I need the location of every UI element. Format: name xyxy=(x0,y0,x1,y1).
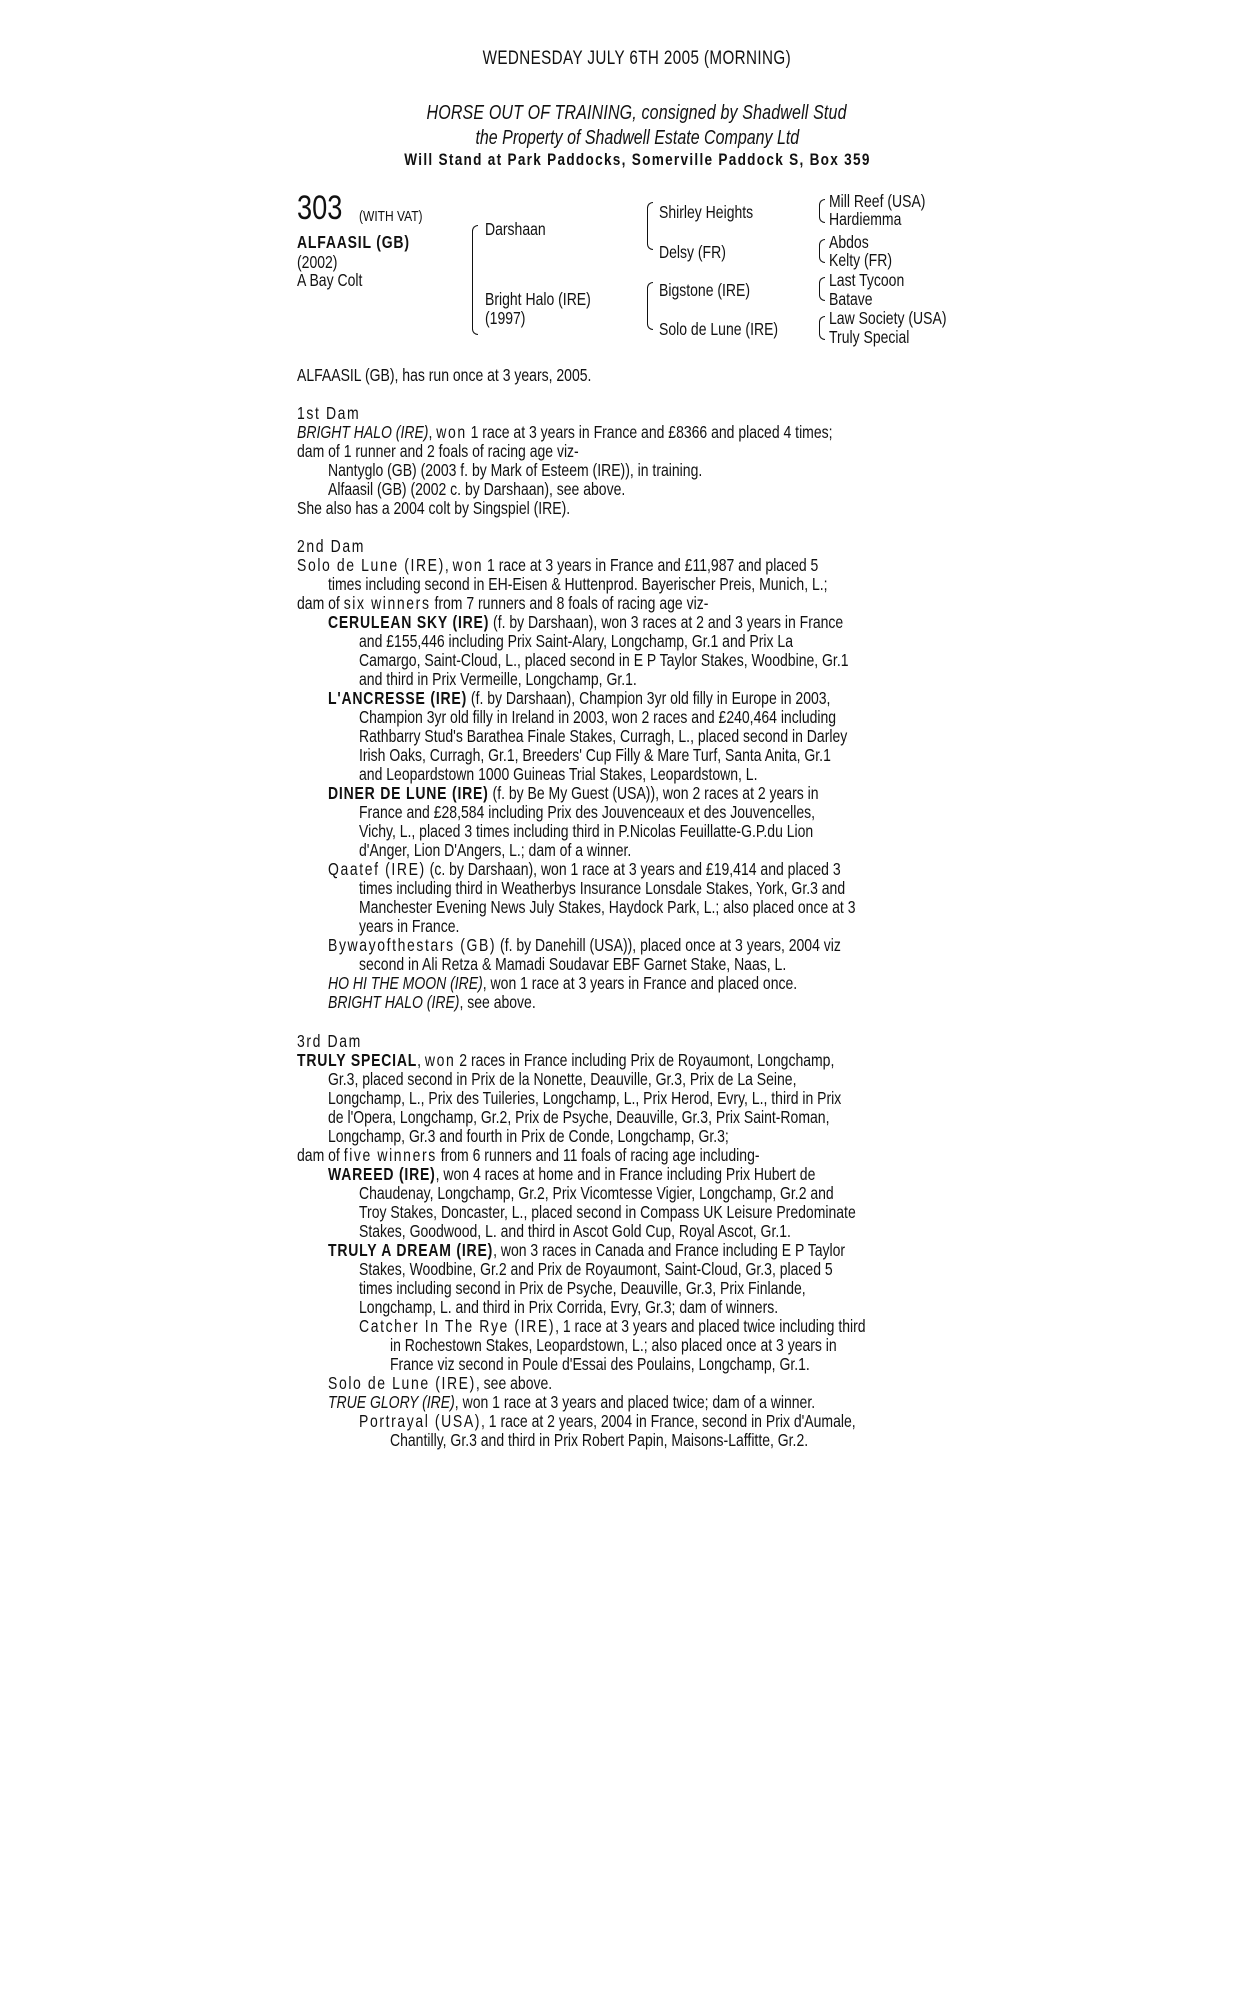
text: (c. by Darshaan), won 1 race at 3 years and £19,414 and placed 3 xyxy=(425,859,841,879)
produce-record: France and £28,584 including Prix des Jouvenceaux et des Jouvencelles, xyxy=(359,802,816,822)
produce-record xyxy=(328,1165,937,1184)
produce-record: and third in Prix Vermeille, Longchamp, Gr.1. xyxy=(359,669,637,689)
produce-record xyxy=(328,993,588,1012)
produce-record: times including third in Weatherbys Insurance Lonsdale Stakes, York, Gr.3 and xyxy=(359,878,846,898)
horse-name: BRIGHT HALO (IRE) xyxy=(328,992,460,1012)
first-dam-heading: 1st Dam xyxy=(297,403,361,423)
text: , won 4 races at home and in France including Prix Hubert de xyxy=(435,1164,816,1184)
property-line: the Property of Shadwell Estate Company Ltd xyxy=(475,127,799,149)
text: , won 1 race at 3 years in France and placed once. xyxy=(482,973,798,993)
produce-record: Vichy, L., placed 3 times including third in P.Nicolas Feuillatte-G.P.du Lion xyxy=(359,821,814,841)
produce-record: Troy Stakes, Doncaster, L., placed second in Compass UK Leisure Predominate xyxy=(359,1202,856,1222)
horse-name: HO HI THE MOON (IRE) xyxy=(328,973,483,993)
winners-count: six winners xyxy=(343,593,431,613)
horse-name: TRULY A DREAM (IRE) xyxy=(328,1240,494,1260)
text: from 6 runners and 11 foals of racing age including- xyxy=(436,1145,760,1165)
produce-record xyxy=(328,936,969,955)
pedigree-g7: Law Society (USA) xyxy=(829,308,947,328)
brace xyxy=(647,282,653,330)
pedigree-sire-sire: Shirley Heights xyxy=(659,202,754,222)
won-word: won xyxy=(452,555,484,575)
third-dam-line: de l'Opera, Longchamp, Gr.2, Prix de Psyche, Deauville, Gr.3, Prix Saint-Roman, xyxy=(328,1107,830,1127)
produce-record xyxy=(328,784,941,803)
produce-record: Chantilly, Gr.3 and third in Prix Robert Papin, Maisons-Laffitte, Gr.2. xyxy=(390,1430,809,1450)
produce-record: Stakes, Goodwood, L. and third in Ascot Gold Cup, Royal Ascot, Gr.1. xyxy=(359,1221,791,1241)
third-dam-line: Longchamp, L., Prix des Tuileries, Longchamp, L., Prix Herod, Evry, L., third in Prix xyxy=(328,1088,842,1108)
horse-name: Catcher In The Rye (IRE) xyxy=(359,1316,556,1336)
text: (f. by Danehill (USA)), placed once at 3 years, 2004 viz xyxy=(496,935,841,955)
horse-name: ALFAASIL (GB) xyxy=(297,232,410,252)
text: , see above. xyxy=(475,1373,553,1393)
text: (f. by Darshaan), won 3 races at 2 and 3 years in France xyxy=(489,612,844,632)
produce-record: times including second in Prix de Psyche, Deauville, Gr.3, Prix Finlande, xyxy=(359,1278,806,1298)
produce-record: second in Ali Retza & Mamadi Soudavar EBF Garnet Stake, Naas, L. xyxy=(359,954,787,974)
produce-record: Alfaasil (GB) (2002 c. by Darshaan), see above. xyxy=(328,479,626,499)
text: , won 1 race at 3 years and placed twice; dam of a winner. xyxy=(454,1392,816,1412)
pedigree-dam: Bright Halo (IRE) xyxy=(485,289,591,309)
dam-name: TRULY SPECIAL xyxy=(297,1050,418,1070)
horse-year: (2002) xyxy=(297,252,338,272)
horse-name: WAREED (IRE) xyxy=(328,1164,436,1184)
horse-name: L'ANCRESSE (IRE) xyxy=(328,688,468,708)
produce-record: Nantyglo (GB) (2003 f. by Mark of Esteem (IRE)), in training. xyxy=(328,460,703,480)
produce-record: d'Anger, Lion D'Angers, L.; dam of a winner. xyxy=(359,840,632,860)
horse-name: DINER DE LUNE (IRE) xyxy=(328,783,489,803)
second-dam-line xyxy=(297,594,811,613)
pedigree-sire-dam: Delsy (FR) xyxy=(659,242,726,262)
horse-description: A Bay Colt xyxy=(297,270,363,290)
produce-record xyxy=(328,1374,608,1393)
produce-record xyxy=(328,860,969,879)
pedigree-g3: Abdos xyxy=(829,232,869,252)
sale-date: WEDNESDAY JULY 6TH 2005 (MORNING) xyxy=(482,48,792,69)
third-dam-line: Gr.3, placed second in Prix de la Nonette, Deauville, Gr.3, Prix de La Seine, xyxy=(328,1069,797,1089)
pedigree-g6: Batave xyxy=(829,289,873,309)
brace xyxy=(819,199,825,223)
text: , won 3 races in Canada and France including E P Taylor xyxy=(493,1240,846,1260)
produce-record: Manchester Evening News July Stakes, Haydock Park, L.; also placed once at 3 xyxy=(359,897,856,917)
text: from 7 runners and 8 foals of racing age viz- xyxy=(430,593,709,613)
brace xyxy=(472,225,478,335)
consignment-line: HORSE OUT OF TRAINING, consigned by Shadwell Stud xyxy=(426,102,848,124)
second-dam-line: times including second in EH-Eisen & Huttenprod. Bayerischer Preis, Munich, L.; xyxy=(328,574,828,594)
text: 1 race at 3 years in France and £11,987 and placed 5 xyxy=(483,555,819,575)
produce-record: years in France. xyxy=(359,916,460,936)
text: (f. by Darshaan), Champion 3yr old filly in Europe in 2003, xyxy=(467,688,831,708)
horse-name: CERULEAN SKY (IRE) xyxy=(328,612,490,632)
text: dam of xyxy=(297,593,344,613)
produce-record: Camargo, Saint-Cloud, L., placed second in E P Taylor Stakes, Woodbine, Gr.1 xyxy=(359,650,849,670)
third-dam-line: Longchamp, Gr.3 and fourth in Prix de Conde, Longchamp, Gr.3; xyxy=(328,1126,729,1146)
pedigree-dam-dam: Solo de Lune (IRE) xyxy=(659,319,779,339)
produce-record: Longchamp, L. and third in Prix Corrida, Evry, Gr.3; dam of winners. xyxy=(359,1297,779,1317)
first-dam-line: She also has a 2004 colt by Singspiel (IRE). xyxy=(297,498,571,518)
dam-name: Solo de Lune (IRE) xyxy=(297,555,445,575)
produce-record: Rathbarry Stud's Barathea Finale Stakes, Curragh, L., placed second in Darley xyxy=(359,726,848,746)
produce-record: Champion 3yr old filly in Ireland in 2003, won 2 races and £240,464 including xyxy=(359,707,837,727)
produce-record: Chaudenay, Longchamp, Gr.2, Prix Vicomtesse Vigier, Longchamp, Gr.2 and xyxy=(359,1183,834,1203)
pedigree-g4: Kelty (FR) xyxy=(829,250,892,270)
vat-note: (WITH VAT) xyxy=(359,208,423,225)
produce-record xyxy=(328,613,972,632)
winners-count: five winners xyxy=(343,1145,437,1165)
stand-location: Will Stand at Park Paddocks, Somerville Paddock S, Box 359 xyxy=(403,150,871,169)
third-dam-line: TRULY SPECIAL, won 2 races in France including Prix de Royaumont, Longchamp, xyxy=(297,1050,835,1070)
produce-record xyxy=(328,974,914,993)
produce-record: in Rochestown Stakes, Leopardstown, L.; also placed once at 3 years in xyxy=(390,1335,837,1355)
produce-record xyxy=(328,1241,974,1260)
third-dam-line xyxy=(297,1146,875,1165)
produce-record xyxy=(359,1317,992,1336)
third-dam-heading: 3rd Dam xyxy=(297,1031,362,1051)
brace xyxy=(647,202,653,250)
produce-record xyxy=(328,1393,937,1412)
text: 2 races in France including Prix de Royaumont, Longchamp, xyxy=(455,1050,835,1070)
brace xyxy=(819,277,825,301)
pedigree-dam-year: (1997) xyxy=(485,308,526,328)
produce-record: and Leopardstown 1000 Guineas Trial Stakes, Leopardstown, L. xyxy=(359,764,758,784)
text: dam of xyxy=(297,1145,344,1165)
brace xyxy=(819,239,825,263)
produce-record: and £155,446 including Prix Saint-Alary, Longchamp, Gr.1 and Prix La xyxy=(359,631,793,651)
produce-record xyxy=(359,1412,980,1431)
pedigree-g1: Mill Reef (USA) xyxy=(829,191,926,211)
horse-name: Qaatef (IRE) xyxy=(328,859,426,879)
produce-record: Stakes, Woodbine, Gr.2 and Prix de Royaumont, Saint-Cloud, Gr.3, placed 5 xyxy=(359,1259,833,1279)
won-word: won xyxy=(424,1050,456,1070)
produce-record xyxy=(328,689,956,708)
first-dam-line: BRIGHT HALO (IRE), won 1 race at 3 years in France and £8366 and placed 4 times; xyxy=(297,422,833,442)
text: , 1 race at 3 years and placed twice including third xyxy=(555,1316,866,1336)
text: , 1 race at 2 years, 2004 in France, second in Prix d'Aumale, xyxy=(481,1411,856,1431)
pedigree-g2: Hardiemma xyxy=(829,209,902,229)
race-summary: ALFAASIL (GB), has run once at 3 years, 2005. xyxy=(297,365,592,385)
horse-name: Bywayofthestars (GB) xyxy=(328,935,497,955)
produce-record: Irish Oaks, Curragh, Gr.1, Breeders' Cup Filly & Mare Turf, Santa Anita, Gr.1 xyxy=(359,745,831,765)
second-dam-line: Solo de Lune (IRE), won 1 race at 3 years in France and £11,987 and placed 5 xyxy=(297,555,819,575)
pedigree-g5: Last Tycoon xyxy=(829,270,905,290)
brace xyxy=(819,316,825,340)
horse-name: Solo de Lune (IRE) xyxy=(328,1373,476,1393)
pedigree-g8: Truly Special xyxy=(829,327,910,347)
won-word: won xyxy=(436,422,467,442)
produce-record: France viz second in Poule d'Essai des Poulains, Longchamp, Gr.1. xyxy=(390,1354,810,1374)
text: , see above. xyxy=(459,992,536,1012)
lot-number: 303 xyxy=(297,189,343,227)
pedigree-sire: Darshaan xyxy=(485,219,546,239)
text: 1 race at 3 years in France and £8366 and placed 4 times; xyxy=(466,422,833,442)
horse-name: Portrayal (USA) xyxy=(359,1411,482,1431)
horse-name: TRUE GLORY (IRE) xyxy=(328,1392,455,1412)
first-dam-line: dam of 1 runner and 2 foals of racing age viz- xyxy=(297,441,579,461)
text: (f. by Be My Guest (USA)), won 2 races at 2 years in xyxy=(488,783,819,803)
dam-name: BRIGHT HALO (IRE) xyxy=(297,422,429,442)
second-dam-heading: 2nd Dam xyxy=(297,536,366,556)
pedigree-dam-sire: Bigstone (IRE) xyxy=(659,280,751,300)
